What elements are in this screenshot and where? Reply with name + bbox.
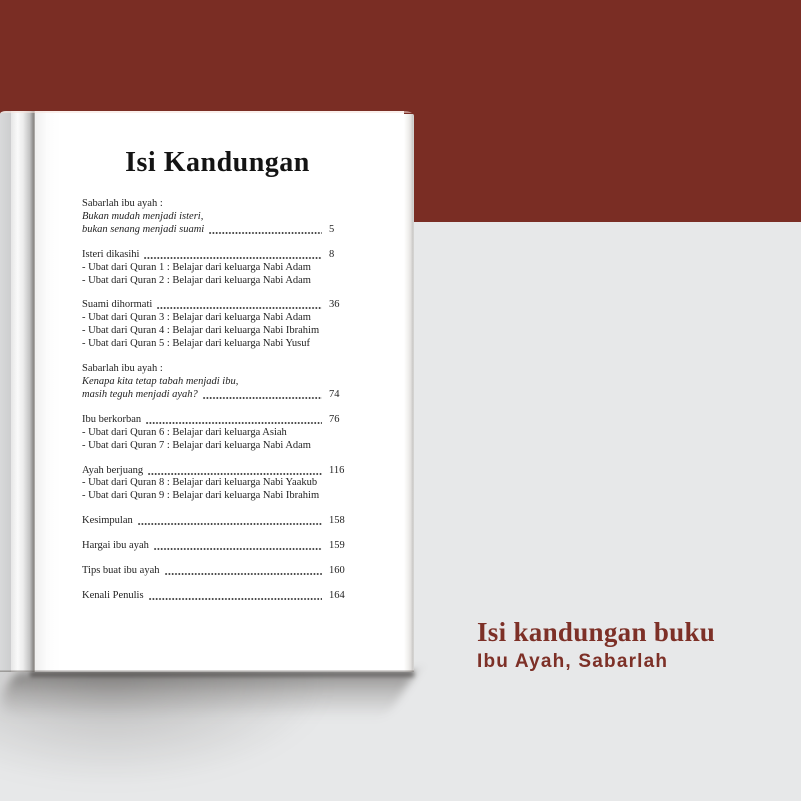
toc-line xyxy=(82,515,353,528)
toc-entry-text: Sabarlah ibu ayah : xyxy=(82,198,163,209)
book-page-stack xyxy=(404,114,414,672)
toc-line xyxy=(82,325,353,338)
toc-section xyxy=(82,590,353,603)
toc-line xyxy=(82,427,353,440)
toc-page-number: 159 xyxy=(329,540,345,552)
toc-page-number: 36 xyxy=(329,299,340,311)
toc-section xyxy=(82,515,353,528)
toc-line xyxy=(82,414,353,427)
toc-line xyxy=(82,211,353,224)
toc-entry-text: Isteri dikasihi xyxy=(82,248,140,260)
toc-entry-text: - Ubat dari Quran 4 : Belajar dari keluarga Nabi Ibrahim xyxy=(82,325,320,337)
page-content xyxy=(82,111,353,603)
toc-line xyxy=(82,275,353,288)
toc-entry-text: Kesimpulan xyxy=(82,515,133,527)
book-shadow-main xyxy=(0,672,416,718)
dotted-leader xyxy=(144,249,322,262)
toc-page-number: 160 xyxy=(329,565,345,577)
toc-line xyxy=(82,224,353,237)
toc-entry-text: Hargai ibu ayah xyxy=(82,540,149,552)
toc-line xyxy=(82,477,353,490)
toc-page-number: 8 xyxy=(329,248,335,260)
toc-title: Isi Kandungan xyxy=(125,147,310,178)
toc-entry-text: Sabarlah ibu ayah : xyxy=(82,363,163,375)
toc-entry-text: bukan senang menjadi suami xyxy=(82,223,205,235)
toc-entry-text: Ibu berkorban xyxy=(82,413,142,425)
toc-page-number: 74 xyxy=(329,388,340,400)
toc-line xyxy=(82,198,353,211)
toc-entry-text: Bukan mudah menjadi isteri, xyxy=(82,210,204,222)
toc-line xyxy=(82,465,353,478)
toc-entry-text: - Ubat dari Quran 5 : Belajar dari keluarga Nabi Yusuf xyxy=(82,338,311,350)
toc-section xyxy=(82,414,353,453)
toc-section xyxy=(82,540,353,553)
dotted-leader xyxy=(154,540,322,553)
toc-entry-text: Ayah berjuang xyxy=(82,464,144,476)
toc-entry-text: - Ubat dari Quran 1 : Belajar dari keluarga Nabi Adam xyxy=(82,261,311,273)
toc-line xyxy=(82,338,353,351)
toc-page-number: 76 xyxy=(329,413,340,425)
toc-entry-text: Kenapa kita tetap tabah menjadi ibu, xyxy=(82,375,239,387)
dotted-leader xyxy=(148,465,322,478)
toc-entry-text: Tips buat ibu ayah xyxy=(82,565,160,577)
caption-title: Isi kandungan buku xyxy=(477,617,716,647)
toc-list xyxy=(82,198,353,603)
toc-line xyxy=(82,363,353,376)
toc-entry-text: Kenali Penulis xyxy=(82,589,144,601)
toc-line xyxy=(82,490,353,503)
book xyxy=(0,111,414,672)
toc-line xyxy=(82,440,353,453)
dotted-leader xyxy=(138,515,322,528)
toc-line xyxy=(82,376,353,389)
toc-page-number: 164 xyxy=(329,589,345,601)
toc-section xyxy=(82,249,353,288)
toc-entry-text: Suami dihormati xyxy=(82,299,153,311)
toc-section xyxy=(82,299,353,351)
toc-line xyxy=(82,299,353,312)
toc-page-number: 158 xyxy=(329,515,345,527)
toc-line xyxy=(82,389,353,402)
toc-entry-text: masih teguh menjadi ayah? xyxy=(82,388,198,400)
dotted-leader xyxy=(209,224,322,237)
toc-line xyxy=(82,312,353,325)
dotted-leader xyxy=(203,389,322,402)
toc-section xyxy=(82,565,353,578)
book-bottom-edge xyxy=(0,670,414,672)
book-page-curl xyxy=(11,111,33,672)
toc-page-number: 5 xyxy=(329,223,335,235)
toc-section xyxy=(82,198,353,237)
toc-entry-text: - Ubat dari Quran 3 : Belajar dari keluarga Nabi Adam xyxy=(82,312,311,324)
page-top-highlight xyxy=(0,111,414,113)
toc-line xyxy=(82,590,353,603)
toc-line xyxy=(82,262,353,275)
toc-entry-text: - Ubat dari Quran 2 : Belajar dari keluarga Nabi Adam xyxy=(82,274,311,286)
toc-line xyxy=(82,565,353,578)
toc-entry-text: - Ubat dari Quran 9 : Belajar dari keluarga Nabi Ibrahim xyxy=(82,490,320,502)
dotted-leader xyxy=(146,414,322,427)
dotted-leader xyxy=(149,590,322,603)
toc-line xyxy=(82,540,353,553)
toc-page-number: 116 xyxy=(329,464,345,476)
toc-line xyxy=(82,249,353,262)
dotted-leader xyxy=(157,299,322,312)
toc-entry-text: - Ubat dari Quran 8 : Belajar dari keluarga Nabi Yaakub xyxy=(82,477,318,489)
toc-entry-text: - Ubat dari Quran 7 : Belajar dari keluarga Nabi Adam xyxy=(82,439,311,451)
caption-subtitle: Ibu Ayah, Sabarlah xyxy=(477,651,669,672)
book-right-page xyxy=(35,111,404,672)
toc-section xyxy=(82,363,353,402)
book-left-pages xyxy=(0,111,11,672)
toc-section xyxy=(82,465,353,504)
toc-entry-text: - Ubat dari Quran 6 : Belajar dari keluarga Asiah xyxy=(82,426,287,438)
dotted-leader xyxy=(165,565,323,578)
caption xyxy=(477,617,715,673)
